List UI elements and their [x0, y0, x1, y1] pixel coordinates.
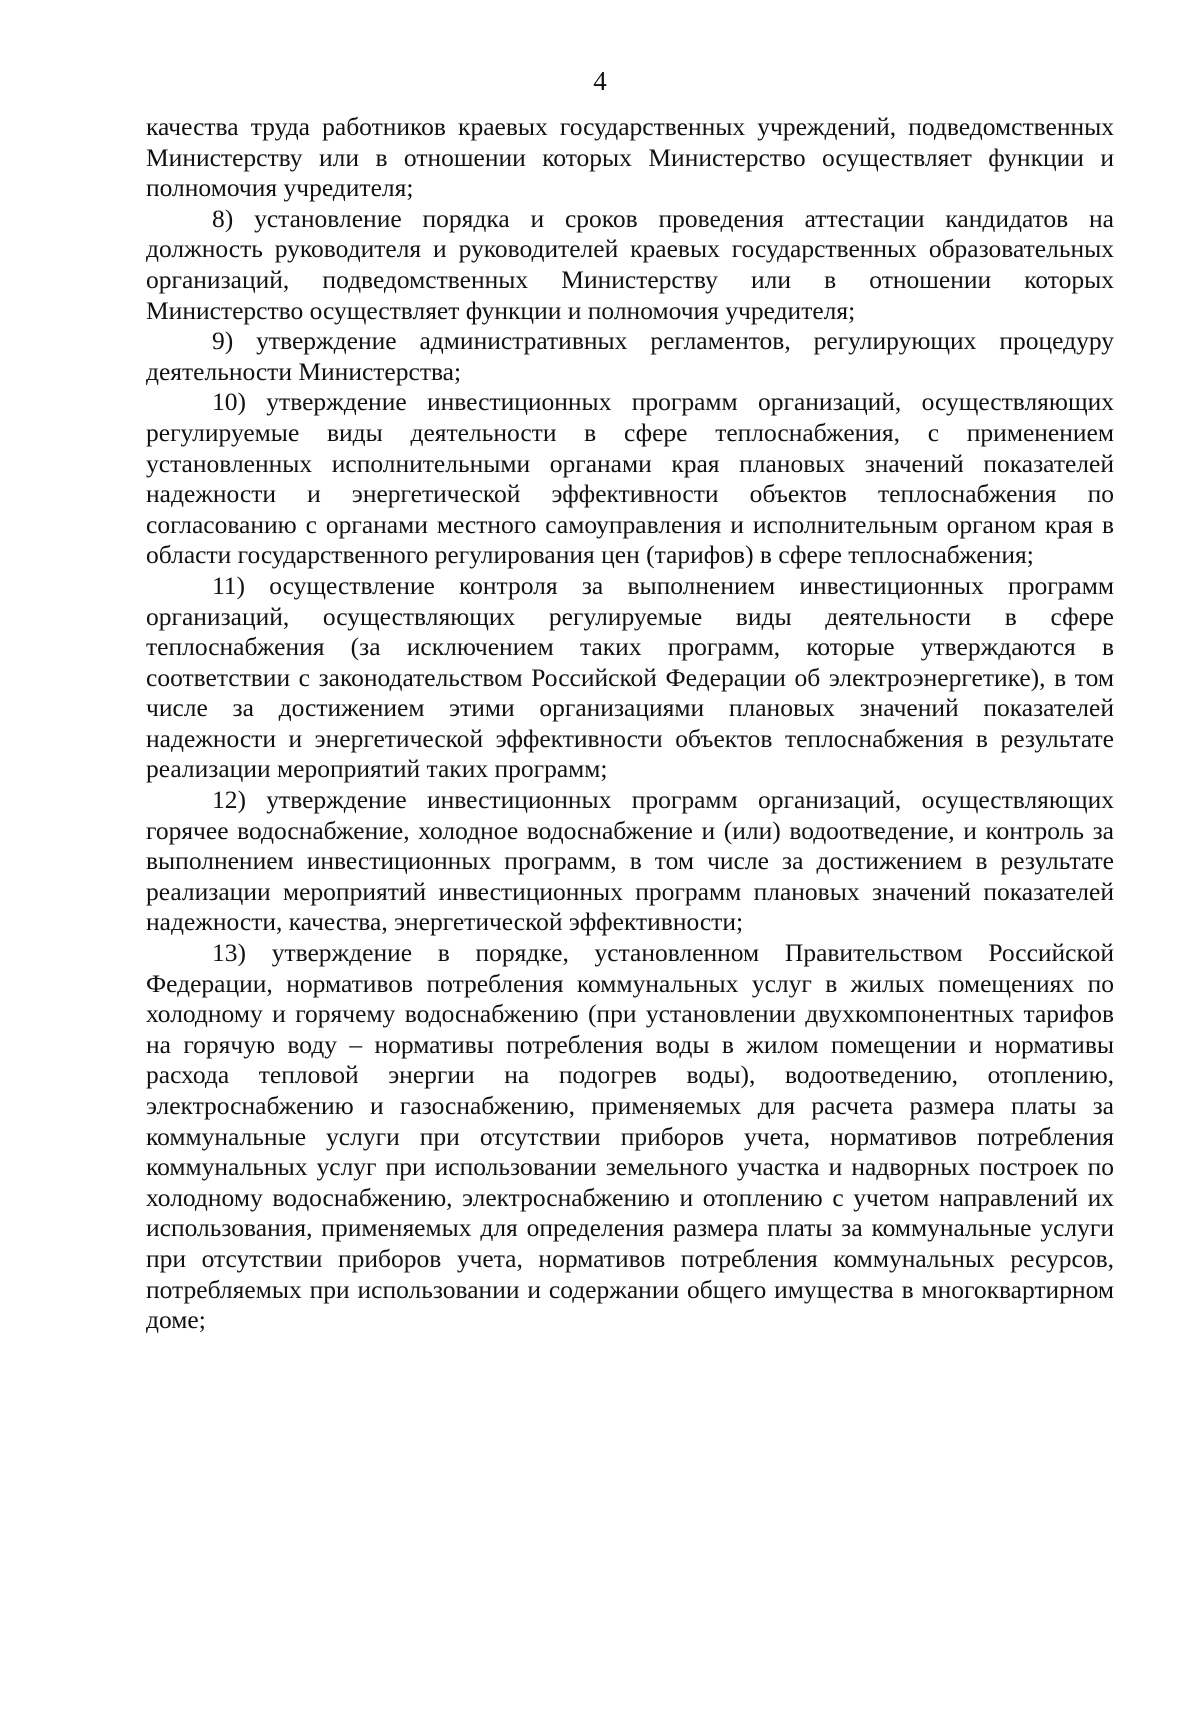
document-body	[146, 112, 1114, 1336]
paragraph-item-10: 10) утверждение инвестиционных программ организаций, осуществляющих регулируемые виды деятельности в сфере теплоснабжения, с применением установленных исполнительными органами края плановых значений показателей надежности и энергетической эффективности объектов теплоснабжения по согласованию с органами местного самоуправления и исполнительным органом края в области государственного регулирования цен (тарифов) в сфере теплоснабжения;	[146, 387, 1114, 570]
paragraph-continued: качества труда работников краевых государственных учреждений, подведомственных Министерству или в отношении которых Министерство осуществляет функции и полномочия учредителя;	[146, 112, 1114, 203]
page-number: 4	[593, 66, 607, 96]
paragraph-item-12: 12) утверждение инвестиционных программ организаций, осуществляющих горячее водоснабжение, холодное водоснабжение и (или) водоотведение, и контроль за выполнением инвестиционных программ, в том числе за достижением в результате реализации мероприятий инвестиционных программ плановых значений показателей надежности, качества, энергетической эффективности;	[146, 785, 1114, 937]
paragraph-item-11: 11) осуществление контроля за выполнением инвестиционных программ организаций, осуществляющих регулируемые виды деятельности в сфере теплоснабжения (за исключением таких программ, которые утверждаются в соответствии с законодательством Российской Федерации об электроэнергетике), в том числе за достижением этими организациями плановых значений показателей надежности и энергетической эффективности объектов теплоснабжения в результате реализации мероприятий таких программ;	[146, 570, 1114, 784]
paragraph-item-8: 8) установление порядка и сроков проведения аттестации кандидатов на должность руководителя и руководителей краевых государственных образовательных организаций, подведомственных Министерству или в отношении которых Министерство осуществляет функции и полномочия учредителя;	[146, 203, 1114, 325]
paragraph-item-13: 13) утверждение в порядке, установленном Правительством Российской Федерации, нормативов потребления коммунальных услуг в жилых помещениях по холодному и горячему водоснабжению (при установлении двухкомпонентных тарифов на горячую воду – нормативы потребления воды в жилом помещении и нормативы расхода тепловой энергии на подогрев воды), водоотведению, отоплению, электроснабжению и газоснабжению, применяемых для расчета размера платы за коммунальные услуги при отсутствии приборов учета, нормативов потребления коммунальных услуг при использовании земельного участка и надворных построек по холодному водоснабжению, электроснабжению и отоплению с учетом направлений их использования, применяемых для определения размера платы за коммунальные услуги при отсутствии приборов учета, нормативов потребления коммунальных ресурсов, потребляемых при использовании и содержании общего имущества в многоквартирном доме;	[146, 938, 1114, 1335]
paragraph-item-9: 9) утверждение административных регламентов, регулирующих процедуру деятельности Министерства;	[146, 326, 1114, 386]
